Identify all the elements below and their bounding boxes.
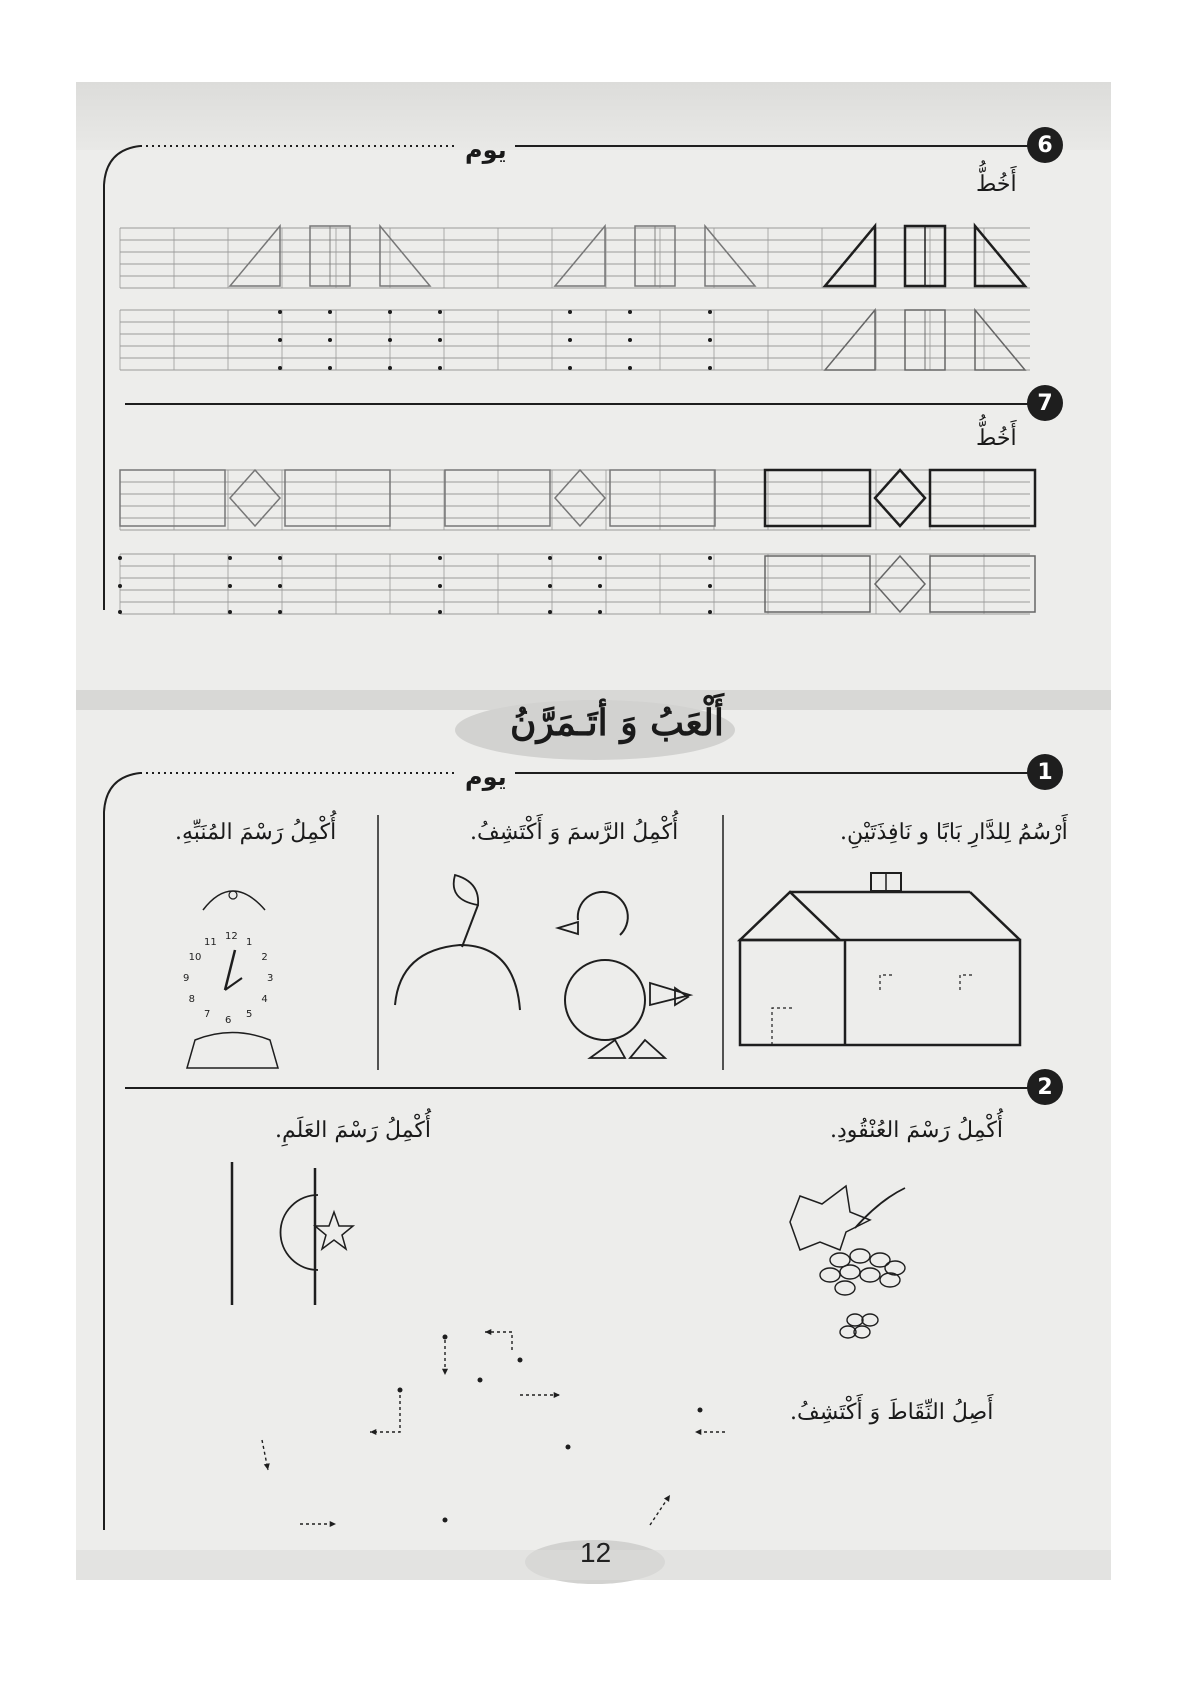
apple-stem bbox=[462, 905, 478, 947]
connect-arrow-1-head bbox=[485, 1329, 491, 1335]
grape-4 bbox=[820, 1268, 840, 1282]
ex6-dot bbox=[568, 366, 572, 370]
flag-star bbox=[315, 1212, 353, 1249]
ex6-dot bbox=[328, 310, 332, 314]
connect-dot-6 bbox=[478, 1378, 483, 1383]
ex6-dot bbox=[708, 338, 712, 342]
ex6-row2-model-right-triangle bbox=[975, 310, 1025, 370]
ex7-row2-model-rect-right bbox=[930, 556, 1035, 612]
grape-8 bbox=[835, 1281, 855, 1295]
ex7-dot bbox=[598, 584, 602, 588]
ex6-dot bbox=[628, 366, 632, 370]
clock-number: 10 bbox=[188, 952, 202, 963]
grapes-stem bbox=[855, 1188, 905, 1228]
ex7-dot bbox=[708, 556, 712, 560]
ex6-dot bbox=[278, 310, 282, 314]
clock-number: 1 bbox=[246, 936, 253, 948]
apple-outline bbox=[395, 945, 520, 1010]
house-window-guide-2 bbox=[960, 975, 975, 990]
bird-wing bbox=[650, 983, 690, 1005]
ex7-dot bbox=[118, 610, 122, 614]
clock-number: 4 bbox=[261, 994, 268, 1005]
ex6-dot bbox=[438, 366, 442, 370]
ex7-dot bbox=[548, 610, 552, 614]
ex7-dot bbox=[708, 610, 712, 614]
page-number: 12 bbox=[580, 1537, 612, 1568]
connect-arrow-5-head bbox=[695, 1429, 701, 1435]
grape-small-1 bbox=[862, 1314, 878, 1326]
ex6-dot bbox=[328, 338, 332, 342]
house-door-guide bbox=[772, 1008, 795, 1045]
bird-beak bbox=[558, 922, 578, 934]
ex7-dot bbox=[228, 610, 232, 614]
ex6-trace-b-left-triangle bbox=[230, 226, 280, 286]
ex6-model-right-triangle bbox=[975, 226, 1025, 286]
house-roof-right bbox=[970, 892, 1020, 940]
house-gable bbox=[740, 892, 840, 940]
connect-arrow-2-head bbox=[442, 1369, 448, 1375]
clock-number: 3 bbox=[267, 973, 274, 984]
ex7-dot bbox=[118, 584, 122, 588]
ex6-dot bbox=[708, 310, 712, 314]
connect-dot-5 bbox=[443, 1518, 448, 1523]
ex7-dot bbox=[708, 584, 712, 588]
house-body bbox=[740, 940, 1020, 1045]
ex7-dot bbox=[548, 556, 552, 560]
ex7-dot bbox=[278, 610, 282, 614]
clock-base bbox=[187, 1033, 278, 1069]
connect-arrow-8-head bbox=[664, 1495, 670, 1502]
ex7-dot bbox=[118, 556, 122, 560]
task-complete-flag: أُكْمِلُ رَسْمَ العَلَمِ. bbox=[275, 1118, 431, 1143]
clock-number: 5 bbox=[246, 1009, 253, 1021]
ex6-dot bbox=[278, 366, 282, 370]
task-connect-dots: أَصِلُ النِّقَاطَ وَ أَكْتَشِفُ. bbox=[790, 1400, 994, 1425]
clock-bell-knob bbox=[229, 891, 237, 899]
ex6-frame bbox=[104, 146, 140, 610]
ex6-dot bbox=[328, 366, 332, 370]
connect-dot-0 bbox=[443, 1335, 448, 1340]
clock-number: 11 bbox=[204, 936, 217, 948]
clock-number: 9 bbox=[183, 973, 190, 984]
task-complete-drawing: أُكْمِلُ الرَّسمَ وَ أَكْتَشِفُ. bbox=[470, 820, 679, 845]
bird-foot-1 bbox=[590, 1040, 625, 1058]
ex6-dot bbox=[568, 338, 572, 342]
grape-7 bbox=[880, 1273, 900, 1287]
ex7-dot bbox=[228, 584, 232, 588]
clock-number: 7 bbox=[204, 1009, 211, 1021]
connect-arrow-6-head bbox=[264, 1463, 270, 1470]
play-frame bbox=[104, 773, 140, 1530]
ex7-dot bbox=[438, 610, 442, 614]
bird-head bbox=[578, 892, 628, 935]
ex7-dot bbox=[548, 584, 552, 588]
connect-arrow-4 bbox=[370, 1395, 400, 1432]
grape-6 bbox=[860, 1268, 880, 1282]
ex7-dot bbox=[438, 556, 442, 560]
grape-1 bbox=[850, 1249, 870, 1263]
ex7-row2-model-rect-left bbox=[765, 556, 870, 612]
ex6-dot bbox=[438, 310, 442, 314]
ex6-dot bbox=[438, 338, 442, 342]
ex7-row2-model-diamond bbox=[875, 556, 925, 612]
connect-dot-2 bbox=[518, 1358, 523, 1363]
task-draw-house: أَرْسُمُ لِلدَّارِ بَابًا و نَافِذَتَيْنِ. bbox=[840, 820, 1068, 845]
ex6-trace-a-right-triangle bbox=[705, 226, 755, 286]
grape-small-0 bbox=[847, 1314, 863, 1326]
ex6-trace-b-right-triangle bbox=[380, 226, 430, 286]
ex6-dot bbox=[708, 366, 712, 370]
exercise-1-badge: 1 bbox=[1027, 754, 1063, 790]
ex7-dot bbox=[278, 556, 282, 560]
apple-leaf bbox=[454, 875, 478, 905]
ex6-dot bbox=[388, 310, 392, 314]
ex6-trace-a-left-triangle bbox=[555, 226, 605, 286]
ex7-dot bbox=[228, 556, 232, 560]
exercise-6-badge: 6 bbox=[1027, 127, 1063, 163]
ex6-dot bbox=[628, 338, 632, 342]
ex7-dot bbox=[598, 556, 602, 560]
ex7-dot bbox=[598, 610, 602, 614]
connect-arrow-7-head bbox=[330, 1521, 336, 1527]
exercise-6-instruction: أَخُطُّ bbox=[976, 172, 1017, 197]
day-label: يوم bbox=[465, 136, 507, 164]
bird-foot-2 bbox=[630, 1040, 665, 1058]
connect-arrow-3-head bbox=[554, 1392, 560, 1398]
connect-dot-3 bbox=[566, 1445, 571, 1450]
ex6-row2-model-left-triangle bbox=[825, 310, 875, 370]
ex7-dot bbox=[438, 584, 442, 588]
clock-number: 12 bbox=[225, 931, 238, 942]
clock-number: 2 bbox=[261, 952, 268, 963]
connect-arrow-1 bbox=[485, 1332, 512, 1350]
grapes-leaf bbox=[790, 1186, 870, 1250]
ex6-dot bbox=[388, 338, 392, 342]
exercise-7-instruction: أَخُطُّ bbox=[976, 426, 1017, 451]
ex6-dot bbox=[278, 338, 282, 342]
task-complete-grapes: أُكْمِلُ رَسْمَ العُنْقُودِ. bbox=[830, 1118, 1004, 1143]
bird-body bbox=[565, 960, 645, 1040]
exercise-2-badge: 2 bbox=[1027, 1069, 1063, 1105]
clock-bell bbox=[203, 891, 265, 910]
ex7-dot bbox=[278, 584, 282, 588]
connect-dot-1 bbox=[398, 1388, 403, 1393]
grape-2 bbox=[870, 1253, 890, 1267]
clock-number: 6 bbox=[225, 1015, 232, 1026]
connect-arrow-4-head bbox=[370, 1429, 376, 1435]
ex6-model-left-triangle bbox=[825, 226, 875, 286]
day-label-2: يوم bbox=[465, 763, 507, 791]
flag-crescent bbox=[281, 1195, 318, 1270]
connect-dot-4 bbox=[698, 1408, 703, 1413]
task-complete-clock: أُكْمِلُ رَسْمَ المُنَبِّهِ. bbox=[175, 820, 337, 845]
clock-number: 8 bbox=[188, 994, 195, 1005]
exercise-7-badge: 7 bbox=[1027, 385, 1063, 421]
house-window-guide-1 bbox=[880, 975, 895, 990]
ex6-dot bbox=[388, 366, 392, 370]
ex6-dot bbox=[568, 310, 572, 314]
ex6-dot bbox=[628, 310, 632, 314]
section-title: أَلْعَبُ وَ أتَـمَرَّنُ bbox=[510, 702, 724, 744]
grape-5 bbox=[840, 1265, 860, 1279]
